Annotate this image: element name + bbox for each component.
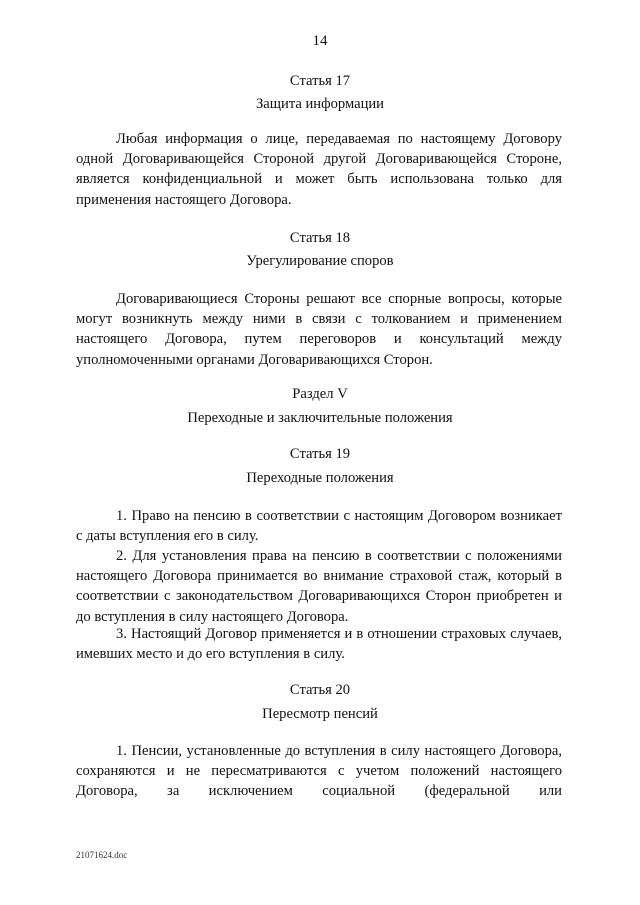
article-18-heading: Урегулирование споров <box>246 253 394 269</box>
article-18-paragraph <box>76 289 562 370</box>
article-20-title: Статья 20 <box>289 682 351 698</box>
article-19-heading: Переходные положения <box>246 470 394 486</box>
article-19-paragraph-1 <box>76 506 562 546</box>
article-17-title: Статья 17 <box>289 73 351 89</box>
section-5-title: Раздел V <box>292 386 348 402</box>
article-20-paragraph-1 <box>76 741 562 802</box>
article-19-paragraph-3-text: 3. Настоящий Договор применяется и в отношении страховых случаев, имевших место и до его вступления в силу. <box>76 626 562 663</box>
article-19-paragraph-3 <box>76 624 562 664</box>
article-19-paragraph-2 <box>76 546 562 627</box>
article-19-paragraph-2-text: 2. Для установления права на пенсию в соответствии с положениями настоящего Договора принимается во внимание страховой стаж, который в соответствии с законодательством Договаривающихся Сторон приобретен и до вступления в силу настоящего Договора. <box>76 548 562 625</box>
article-20-paragraph-1-text: 1. Пенсии, установленные до вступления в силу настоящего Договора, сохраняются и не пересматриваются с учетом положений настоящего Договора, за исключением социальной (федеральной или <box>76 743 562 800</box>
article-18-paragraph-text: Договаривающиеся Стороны решают все спорные вопросы, которые могут возникнуть между ними в связи с толкованием и применением настоящего Договора, путем переговоров и консультаций между уполномоченными органами Договаривающихся Сторон. <box>76 291 562 368</box>
footer-filename: 21071624.doc <box>76 850 128 860</box>
section-5-heading: Переходные и заключительные положения <box>187 410 453 426</box>
article-17-paragraph <box>76 129 562 210</box>
article-20-heading: Пересмотр пенсий <box>262 706 378 722</box>
page-number: 14 <box>312 33 328 49</box>
article-17-paragraph-text: Любая информация о лице, передаваемая по настоящему Договору одной Договаривающейся Стороной другой Договаривающейся Стороне, является конфиденциальной и может быть использована только для применения настоящего Договора. <box>76 131 562 208</box>
article-19-paragraph-1-text: 1. Право на пенсию в соответствии с настоящим Договором возникает с даты вступления его в силу. <box>76 508 562 545</box>
article-19-title: Статья 19 <box>289 446 351 462</box>
article-17-heading: Защита информации <box>255 96 384 112</box>
article-18-title: Статья 18 <box>289 230 351 246</box>
